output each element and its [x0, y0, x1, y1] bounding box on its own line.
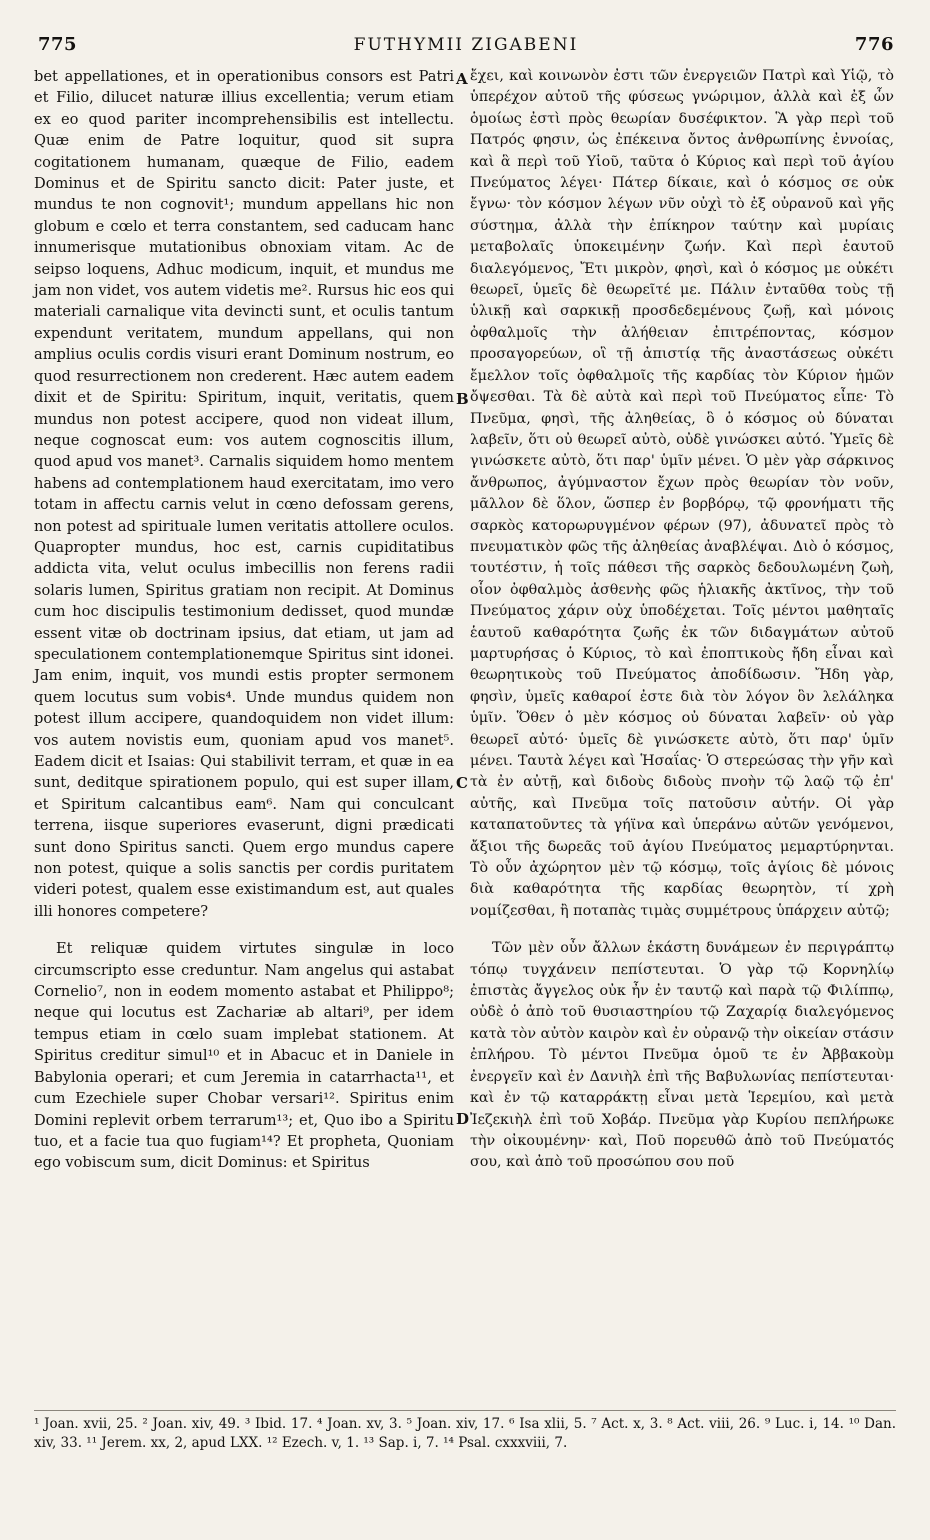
section-marker-a: A: [456, 70, 468, 88]
footnotes: ¹ Joan. xvii, 25. ² Joan. xiv, 49. ³ Ibid. 17. ⁴ Joan. xv, 3. ⁵ Joan. xiv, 17. ⁶ Isa xlii, 5. ⁷ Act. x, 3. ⁸ Act. viii, 26. ⁹ Luc. i, 14. ¹⁰ Dan. xiv, 33. ¹¹ Jerem. xx, 2, apud LXX. ¹² Ezech. v, 1. ¹³ Sap. i, 7. ¹⁴ Psal. cxxxviii, 7.: [34, 1410, 896, 1453]
page-header: [38, 34, 894, 60]
greek-column: [470, 66, 894, 1174]
section-marker-d: D: [456, 1110, 470, 1128]
page-number-right: 776: [854, 34, 894, 55]
latin-paragraph-1: bet appellationes, et in operationibus consors est Patri et Filio, dilucet naturæ illius excellentia; verum etiam ex eo quod pariter incomprehensibilis est intellectu. Quæ enim de Patre loquitur, quod sit supra cogitationem humanam, quæque de Filio, eadem Dominus et de Spiritu sancto dicit: Pater juste, et mundus te non cognovit¹; mundum appellans hic non globum e cœlo et terra constantem, sed caducam hanc innumerisque mutationibus obnoxiam vitam. Ac de seipso loquens, Adhuc modicum, inquit, et mundus me jam non videt, vos autem videtis me². Rursus hic eos qui materiali carnalique vita devincti sunt, et oculis tantum expendunt veritatem, mundum appellans, qui non amplius oculis cordis visuri erant Dominum nostrum, eo quod resurrectionem non crederent. Hæc autem eadem dixit et de Spiritu: Spiritum, inquit, veritatis, quem mundus non potest accipere, quod non videat illum, neque cognoscat eum: vos autem cognoscitis illum, quod apud vos manet³. Carnalis siquidem homo mentem habens ad contemplationem haud exercitatam, imo vero totam in affectu carnis velut in cœno defossam gerens, non potest ad spiritualе lumen veritatis attollere oculos. Quapropter mundus, hoc est, carnis cupiditatibus addicta vita, velut oculus imbecillis non ferens radii solaris lumen, Spiritus gratiam non recipit. At Dominus cum hoc discipulis testimonium dedisset, quod mundæ essent vitæ ob doctrinam ipsius, dat etiam, ut jam ad speculationem contemplationemque Spiritus sint idonei. Jam enim, inquit, vos mundi estis propter sermonem quem locutus sum vobis⁴. Unde mundus quidem non potest illum accipere, quandoquidem non videt illum: vos autem novistis eum, quoniam apud vos manet⁵. Eadem dicit et Isaias: Qui stabilivit terram, et quæ in ea sunt, deditque spirationem populo, qui est super illam, et Spiritum calcantibus eam⁶. Nam qui conculcant terrena, iisque superiores evaserunt, digni prædicati sunt dono Spiritus sancti. Quem ergo mundus capere non potest, quique a solis sanctis per cordis puritatem videri potest, qualem esse existimandum est, aut quales illi honores competere?: [34, 68, 454, 920]
running-title: FUTHYMII ZIGABENI: [353, 35, 579, 55]
greek-paragraph-2: Τῶν μὲν οὖν ἄλλων ἑκάστη δυνάμεων ἐν περιγράπτῳ τόπῳ τυγχάνειν πεπίστευται. Ὁ γὰρ τῷ Κορνηλίῳ ἐπιστὰς ἄγγελος οὐκ ἦν ἐν ταυτῷ καὶ παρὰ τῷ Φιλίππῳ, οὐδὲ ὁ ἀπὸ τοῦ θυσιαστηρίου τῷ Ζαχαρίᾳ διαλεγόμενος κατὰ τὸν αὐτὸν καιρὸν καὶ ἐν οὐρανῷ τὴν οἰκείαν στάσιν ἐπλήρου. Τὸ μέντοι Πνεῦμα ὁμοῦ τε ἐν Ἀββακοὺμ ἐνεργεῖν καὶ ἐν Δανιὴλ ἐπὶ τῆς Βαβυλωνίας πεπίστευται· καὶ ἐν τῷ καταρράκτῃ εἶναι μετὰ Ἱερεμίου, καὶ μετὰ Ἰεζεκιὴλ ἐπὶ τοῦ Χοβάρ. Πνεῦμα γὰρ Κυρίου πεπλήρωκε τὴν οἰκουμένην· καὶ, Ποῦ πορευθῶ ἀπὸ τοῦ Πνεύματός σου, καὶ ἀπὸ τοῦ προσώπου σου ποῦ: [470, 940, 894, 1171]
section-marker-c: C: [456, 774, 468, 792]
section-marker-b: B: [456, 390, 469, 408]
greek-paragraph-1: ἔχει, καὶ κοινωνὸν ἐστι τῶν ἐνεργειῶν Πατρὶ καὶ Υἱῷ, τὸ ὑπερέχον αὐτοῦ τῆς φύσεως γνώριμον, ἀλλὰ καὶ ἐξ ὧν ὁμοίως ἐστὶ πρὸς θεωρίαν δυσέφικτον. Ἃ γὰρ περὶ τοῦ Πατρός φησιν, ὡς ἐπέκεινα ὄντος ἀνθρωπίνης ἐννοίας, καὶ ἃ περὶ τοῦ Υἱοῦ, ταῦτα ὁ Κύριος καὶ περὶ τοῦ ἁγίου Πνεύματος λέγει· Πάτερ δίκαιε, καὶ ὁ κόσμος σε οὐκ ἔγνω· τὸν κόσμον λέγων νῦν οὐχὶ τὸ ἐξ οὐρανοῦ καὶ γῆς σύστημα, ἀλλὰ τὴν ἐπίκηρον ταύτην καὶ μυρίαις μεταβολαῖς ὑποκειμένην ζωήν. Καὶ περὶ ἑαυτοῦ διαλεγόμενος, Ἔτι μικρὸν, φησὶ, καὶ ὁ κόσμος με οὐκέτι θεωρεῖ, ὑμεῖς δὲ θεωρεῖτέ με. Πάλιν ἐνταῦθα τοὺς τῇ ὑλικῇ καὶ σαρκικῇ προσδεδεμένους ζωῇ, καὶ μόνοις ὀφθαλμοῖς τὴν ἀλήθειαν ἐπιτρέποντας, κόσμον προσαγορεύων, οἳ τῇ ἀπιστίᾳ τῆς ἀναστάσεως οὐκέτι ἔμελλον τοῖς ὀφθαλμοῖς τῆς καρδίας τὸν Κύριον ἡμῶν ὄψεσθαι. Τὰ δὲ αὐτὰ καὶ περὶ τοῦ Πνεύματος εἶπε· Τὸ Πνεῦμα, φησὶ, τῆς ἀληθείας, ὃ ὁ κόσμος οὐ δύναται λαβεῖν, ὅτι οὐ θεωρεῖ αὐτὸ, οὐδὲ γινώσκει αὐτό. Ὑμεῖς δὲ γινώσκετε αὐτὸ, ὅτι παρ' ὑμῖν μένει. Ὁ μὲν γὰρ σάρκινος ἄνθρωπος, ἀγύμναστον ἔχων πρὸς θεωρίαν τὸν νοῦν, μᾶλλον δὲ ὅλον, ὥσπερ ἐν βορβόρῳ, τῷ φρονήματι τῆς σαρκὸς κατορωρυγμένον φέρων (97), ἀδυνατεῖ πρὸς τὸ πνευματικὸν φῶς τῆς ἀληθείας ἀναβλέψαι. Διὸ ὁ κόσμος, τουτέστιν, ἡ τοῖς πάθεσι τῆς σαρκὸς δεδουλωμένη ζωὴ, οἷον ὀφθαλμὸς ἀσθενὴς φῶς ἡλιακῆς ἀκτῖνος, τὴν τοῦ Πνεύματος χάριν οὐχ ὑποδέχεται. Τοῖς μέντοι μαθηταῖς ἑαυτοῦ καθαρότητα ζωῆς ἐκ τῶν διδαγμάτων αὐτοῦ μαρτυρήσας ὁ Κύριος, τὸ καὶ ἐποπτικοὺς ἤδη εἶναι καὶ θεωρητικοὺς τοῦ Πνεύματος ἀποδίδωσιν. Ἤδη γὰρ, φησὶν, ὑμεῖς καθαροί ἐστε διὰ τὸν λόγον ὃν λελάληκα ὑμῖν. Ὅθεν ὁ μὲν κόσμος οὐ δύναται λαβεῖν· οὐ γὰρ θεωρεῖ αὐτό· ὑμεῖς δὲ γινώσκετε αὐτὸ, ὅτι παρ' ὑμῖν μένει. Ταυτὰ λέγει καὶ Ἡσαΐας· Ὁ στερεώσας τὴν γῆν καὶ τὰ ἐν αὐτῇ, καὶ διδοὺς διδοὺς πνοὴν τῷ λαῷ τῷ ἐπ' αὐτῆς, καὶ Πνεῦμα τοῖς πατοῦσιν αὐτήν. Οἱ γὰρ καταπατοῦντες τὰ γήϊνα καὶ ὑπεράνω αὐτῶν γενόμενοι, ἄξιοι τῆς δωρεᾶς τοῦ ἁγίου Πνεύματος μεμαρτύρηνται. Τὸ οὖν ἀχώρητον μὲν τῷ κόσμῳ, τοῖς ἁγίοις δὲ μόνοις διὰ καθαρότητα τῆς καρδίας θεωρητὸν, τί χρὴ νομίζεσθαι, ἢ ποταπὰς τιμὰς συμμέτρους ὑπάρχειν αὐτῷ;: [470, 68, 894, 919]
page-number-left: 775: [38, 34, 78, 55]
latin-paragraph-2: Et reliquæ quidem virtutes singulæ in loco circumscripto esse creduntur. Nam angelus qui astabat Cornelio⁷, non in eodem momento astabat et Philippo⁸; neque qui locutus est Zachariæ ab altari⁹, per idem tempus etiam in cœlo suam implebat stationem. At Spiritus creditur simul¹⁰ et in Abacuc et in Daniele in Babylonia operari; et cum Jeremia in catarrhacta¹¹, et cum Ezechiele super Chobar versari¹². Spiritus enim Domini replevit orbem terrarum¹³; et, Quo ibo a Spiritu tuo, et a facie tua quo fugiam¹⁴? Et propheta, Quoniam ego vobiscum sum, dicit Dominus: et Spiritus: [34, 940, 454, 1172]
latin-column: [34, 66, 454, 1174]
